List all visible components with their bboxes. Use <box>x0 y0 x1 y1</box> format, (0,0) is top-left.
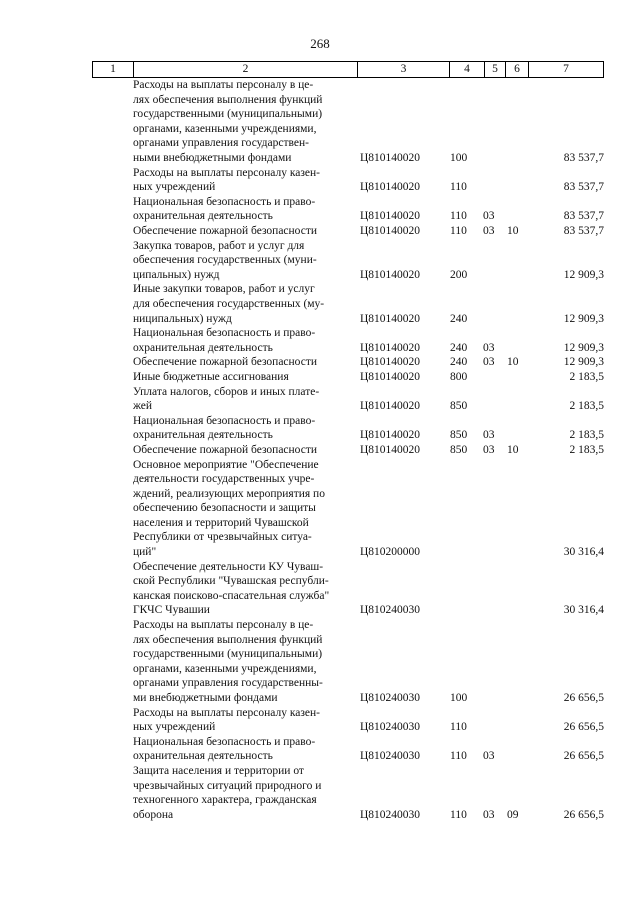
table-body <box>0 78 640 822</box>
table-row <box>0 239 640 283</box>
row-description-line: ций" <box>133 546 157 559</box>
row-sum: 2 183,5 <box>569 370 604 383</box>
row-description-line: ГКЧС Чувашии <box>133 604 210 617</box>
row-description-line: охранительная деятельность <box>133 750 273 763</box>
row-code: Ц810140020 <box>360 224 421 237</box>
row-expense-type: 110 <box>450 750 467 763</box>
row-code: Ц810140020 <box>360 210 421 223</box>
row-description-line: ных учреждений <box>133 721 216 734</box>
row-description-line: Уплата налогов, сборов и иных плате- <box>133 385 320 398</box>
row-description <box>133 560 351 618</box>
table-row <box>0 224 640 239</box>
table-row <box>0 618 640 706</box>
table-row <box>0 764 640 822</box>
row-description <box>133 385 351 414</box>
row-description <box>133 166 351 195</box>
row-code: Ц810240030 <box>360 721 421 734</box>
row-description-line: охранительная деятельность <box>133 429 273 442</box>
table-header <box>92 61 604 78</box>
row-expense-type: 200 <box>450 268 468 281</box>
row-description-line: Национальная безопасность и право- <box>133 735 316 748</box>
row-section: 03 <box>483 750 495 763</box>
row-code: Ц810240030 <box>360 750 421 763</box>
row-description-line: лях обеспечения выполнения функций <box>133 93 323 106</box>
row-expense-type: 110 <box>450 224 467 237</box>
row-description <box>133 706 351 735</box>
row-expense-type: 110 <box>450 721 467 734</box>
row-code: Ц810140020 <box>360 356 421 369</box>
row-description-line: органами управления государственны- <box>133 677 323 690</box>
row-description <box>133 414 351 443</box>
row-section: 03 <box>483 341 495 354</box>
row-description <box>133 370 351 385</box>
row-expense-type: 110 <box>450 808 467 821</box>
row-sum: 30 316,4 <box>563 546 604 559</box>
row-description-line: Обеспечение пожарной безопасности <box>133 443 318 456</box>
table-row <box>0 355 640 370</box>
row-description <box>133 443 351 458</box>
row-sum: 26 656,5 <box>563 721 604 734</box>
row-section: 03 <box>483 429 495 442</box>
row-sum: 83 537,7 <box>563 152 604 164</box>
row-description <box>133 78 351 166</box>
table-row <box>0 443 640 458</box>
row-description-line: деятельности государственных учре- <box>133 473 315 486</box>
row-code: Ц810240030 <box>360 808 421 821</box>
row-description-line: органами, казенными учреждениями, <box>133 662 317 675</box>
row-description-line: Закупка товаров, работ и услуг для <box>133 239 305 252</box>
row-code: Ц810140020 <box>360 181 421 194</box>
row-sum: 12 909,3 <box>563 312 604 325</box>
row-description-line: обеспечению безопасности и защиты <box>133 502 316 515</box>
table-row <box>0 560 640 618</box>
row-code: Ц810140020 <box>360 443 421 456</box>
row-sum: 2 183,5 <box>569 429 604 442</box>
row-description-line: Расходы на выплаты персоналу в це- <box>133 619 314 632</box>
row-description-line: государственными (муниципальными) <box>133 108 323 121</box>
row-subsection: 10 <box>507 443 519 456</box>
row-code: Ц810140020 <box>360 400 421 413</box>
row-subsection: 10 <box>507 356 519 369</box>
row-description-line: охранительная деятельность <box>133 210 273 223</box>
row-section: 03 <box>483 808 495 821</box>
row-description-line: Национальная безопасность и право- <box>133 414 316 427</box>
row-subsection: 10 <box>507 224 519 237</box>
row-description-line: чрезвычайных ситуаций природного и <box>133 779 322 792</box>
row-code: Ц810140020 <box>360 152 421 164</box>
table-row <box>0 326 640 355</box>
row-sum: 12 909,3 <box>563 268 604 281</box>
row-code: Ц810140020 <box>360 429 421 442</box>
row-description-line: Обеспечение деятельности КУ Чуваш- <box>133 560 324 573</box>
row-description-line: Расходы на выплаты персоналу в це- <box>133 79 314 91</box>
row-description-line: Иные закупки товаров, работ и услуг <box>133 283 315 296</box>
row-expense-type: 850 <box>450 429 468 442</box>
table-row <box>0 195 640 224</box>
table-row <box>0 282 640 326</box>
row-description-line: государственными (муниципальными) <box>133 648 323 661</box>
row-sum: 2 183,5 <box>569 443 604 456</box>
row-expense-type: 100 <box>450 692 468 705</box>
row-description-line: ждений, реализующих мероприятия по <box>133 487 325 500</box>
row-description-line: для обеспечения государственных (му- <box>133 297 325 310</box>
row-description <box>133 735 351 764</box>
row-section: 03 <box>483 356 495 369</box>
row-description-line: ных учреждений <box>133 181 216 194</box>
row-sum: 83 537,7 <box>563 210 604 223</box>
header-col-3: 3 <box>357 62 449 77</box>
row-code: Ц810240030 <box>360 604 421 617</box>
page-number: 268 <box>310 36 330 51</box>
row-description-line: Национальная безопасность и право- <box>133 327 316 340</box>
row-description-line: Республики от чрезвычайных ситуа- <box>133 531 312 544</box>
table-row <box>0 385 640 414</box>
row-code: Ц810200000 <box>360 546 421 559</box>
row-description-line: Защита населения и территории от <box>133 765 304 778</box>
row-description-line: органами управления государствен- <box>133 137 309 150</box>
header-col-1: 1 <box>92 62 133 77</box>
row-description-line: Иные бюджетные ассигнования <box>133 370 289 383</box>
row-description <box>133 224 351 239</box>
row-description <box>133 195 351 224</box>
row-description <box>133 618 351 706</box>
row-sum: 2 183,5 <box>569 400 604 413</box>
row-expense-type: 110 <box>450 181 467 194</box>
row-description-line: обеспечения государственных (муни- <box>133 254 317 267</box>
table-row <box>0 706 640 735</box>
row-sum: 30 316,4 <box>563 604 604 617</box>
row-description-line: техногенного характера, гражданская <box>133 794 317 807</box>
row-sum: 26 656,5 <box>563 808 604 821</box>
row-description-line: населения и территорий Чувашской <box>133 516 309 529</box>
row-description-line: канская поисково-спасательная служба" <box>133 589 330 602</box>
row-description-line: Обеспечение пожарной безопасности <box>133 224 318 237</box>
row-description-line: Расходы на выплаты персоналу казен- <box>133 706 320 719</box>
header-col-4: 4 <box>449 62 484 77</box>
row-expense-type: 240 <box>450 341 468 354</box>
row-description-line: органами, казенными учреждениями, <box>133 122 317 135</box>
table-row <box>0 78 640 166</box>
header-col-7: 7 <box>528 62 604 77</box>
row-description <box>133 764 351 822</box>
row-subsection: 09 <box>507 808 519 821</box>
row-expense-type: 100 <box>450 152 468 164</box>
row-description <box>133 326 351 355</box>
row-expense-type: 800 <box>450 370 468 383</box>
table-row <box>0 166 640 195</box>
row-code: Ц810240030 <box>360 692 421 705</box>
table-row <box>0 414 640 443</box>
row-sum: 83 537,7 <box>563 181 604 194</box>
row-sum: 12 909,3 <box>563 356 604 369</box>
row-sum: 83 537,7 <box>563 224 604 237</box>
row-description <box>133 458 351 560</box>
row-sum: 12 909,3 <box>563 341 604 354</box>
table-row <box>0 370 640 385</box>
row-section: 03 <box>483 210 495 223</box>
row-description-line: Национальная безопасность и право- <box>133 195 316 208</box>
row-code: Ц810140020 <box>360 268 421 281</box>
row-description-line: ными внебюджетными фондами <box>133 151 292 164</box>
row-description-line: оборона <box>133 808 174 821</box>
row-sum: 26 656,5 <box>563 750 604 763</box>
row-description-line: ниципальных) нужд <box>133 312 232 325</box>
header-col-5: 5 <box>484 62 505 77</box>
row-description-line: жей <box>133 400 153 413</box>
row-description <box>133 239 351 283</box>
header-col-6: 6 <box>505 62 528 77</box>
row-description-line: Обеспечение пожарной безопасности <box>133 356 318 369</box>
row-section: 03 <box>483 443 495 456</box>
row-expense-type: 240 <box>450 312 468 325</box>
row-description-line: Основное мероприятие "Обеспечение <box>133 458 319 471</box>
row-description-line: ской Республики "Чувашская республи- <box>133 575 329 588</box>
row-description-line: ципальных) нужд <box>133 268 220 281</box>
row-description <box>133 355 351 370</box>
row-description-line: ми внебюджетными фондами <box>133 692 278 705</box>
row-sum: 26 656,5 <box>563 692 604 705</box>
row-description <box>133 282 351 326</box>
row-description-line: лях обеспечения выполнения функций <box>133 633 323 646</box>
header-col-2: 2 <box>133 62 357 77</box>
row-section: 03 <box>483 224 495 237</box>
table-row <box>0 458 640 560</box>
row-code: Ц810140020 <box>360 312 421 325</box>
row-expense-type: 850 <box>450 400 468 413</box>
row-expense-type: 850 <box>450 443 468 456</box>
row-description-line: Расходы на выплаты персоналу казен- <box>133 166 320 179</box>
row-description-line: охранительная деятельность <box>133 341 273 354</box>
row-code: Ц810140020 <box>360 341 421 354</box>
table-row <box>0 735 640 764</box>
row-expense-type: 110 <box>450 210 467 223</box>
row-code: Ц810140020 <box>360 370 421 383</box>
row-expense-type: 240 <box>450 356 468 369</box>
